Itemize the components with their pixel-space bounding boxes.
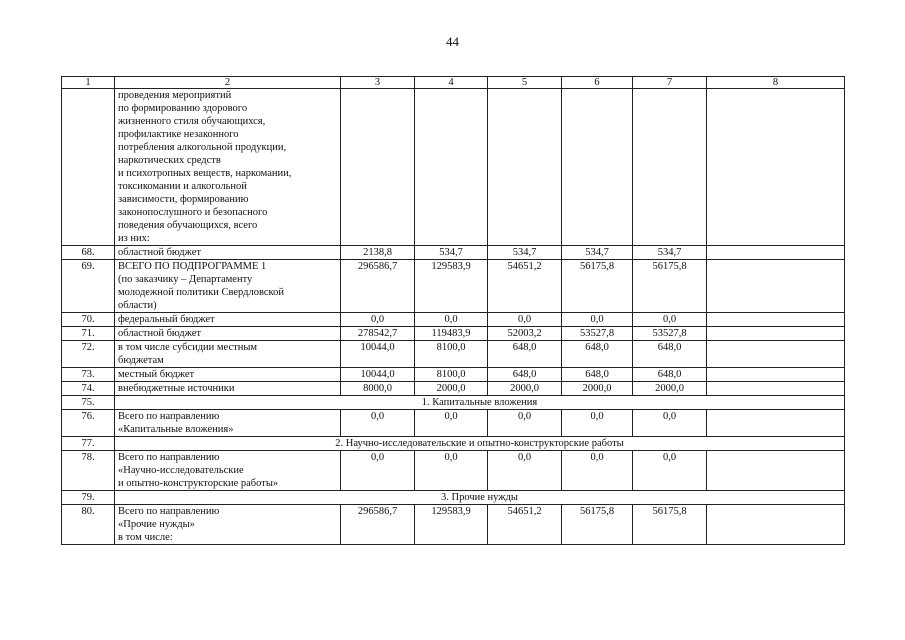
value-cell: [707, 327, 845, 341]
value-cell: 56175,8: [633, 505, 707, 545]
value-cell: 8100,0: [415, 368, 488, 382]
value-cell: 0,0: [488, 451, 562, 491]
value-cell: 119483,9: [415, 327, 488, 341]
value-cell: 10044,0: [341, 368, 415, 382]
value-cell: 648,0: [488, 341, 562, 368]
column-header: 8: [707, 77, 845, 89]
column-header: 4: [415, 77, 488, 89]
value-cell: 648,0: [633, 341, 707, 368]
value-cell: 129583,9: [415, 260, 488, 313]
table-row: [62, 246, 845, 260]
section-row: [62, 491, 845, 505]
section-title: 1. Капитальные вложения: [115, 396, 845, 410]
table-row: [62, 410, 845, 437]
row-name: Всего по направлению «Прочие нужды» в том числе:: [115, 505, 341, 545]
value-cell: [488, 89, 562, 246]
row-number: 69.: [62, 260, 115, 313]
value-cell: [707, 368, 845, 382]
value-cell: 54651,2: [488, 505, 562, 545]
row-name: федеральный бюджет: [115, 313, 341, 327]
value-cell: [341, 89, 415, 246]
table-row: [62, 260, 845, 313]
table-row: [62, 313, 845, 327]
value-cell: 648,0: [562, 368, 633, 382]
column-header: 6: [562, 77, 633, 89]
row-name: ВСЕГО ПО ПОДПРОГРАММЕ 1 (по заказчику – Департаменту молодежной политики Свердловской области): [115, 260, 341, 313]
row-name: внебюджетные источники: [115, 382, 341, 396]
value-cell: 129583,9: [415, 505, 488, 545]
row-number: 80.: [62, 505, 115, 545]
column-header: 7: [633, 77, 707, 89]
value-cell: 2000,0: [633, 382, 707, 396]
value-cell: 0,0: [633, 313, 707, 327]
table-row: [62, 327, 845, 341]
value-cell: 648,0: [488, 368, 562, 382]
value-cell: 0,0: [488, 410, 562, 437]
table-row: [62, 382, 845, 396]
value-cell: [707, 410, 845, 437]
value-cell: 54651,2: [488, 260, 562, 313]
row-number: 70.: [62, 313, 115, 327]
table-row: [62, 505, 845, 545]
row-number: [62, 89, 115, 246]
row-number: 79.: [62, 491, 115, 505]
value-cell: 8000,0: [341, 382, 415, 396]
value-cell: 648,0: [562, 341, 633, 368]
table-row: [62, 368, 845, 382]
value-cell: 8100,0: [415, 341, 488, 368]
row-number: 76.: [62, 410, 115, 437]
table-row: [62, 341, 845, 368]
value-cell: 10044,0: [341, 341, 415, 368]
value-cell: 0,0: [341, 451, 415, 491]
value-cell: 534,7: [633, 246, 707, 260]
value-cell: 56175,8: [562, 260, 633, 313]
row-name: областной бюджет: [115, 246, 341, 260]
value-cell: [707, 89, 845, 246]
value-cell: 2000,0: [562, 382, 633, 396]
value-cell: [707, 313, 845, 327]
row-name: Всего по направлению «Научно-исследовательские и опытно-конструкторские работы»: [115, 451, 341, 491]
value-cell: 0,0: [415, 313, 488, 327]
value-cell: [415, 89, 488, 246]
table-row: [62, 89, 845, 246]
value-cell: 0,0: [341, 410, 415, 437]
value-cell: 0,0: [488, 313, 562, 327]
row-number: 75.: [62, 396, 115, 410]
row-number: 77.: [62, 437, 115, 451]
value-cell: 2138,8: [341, 246, 415, 260]
page-number: 44: [446, 34, 459, 49]
value-cell: 0,0: [415, 410, 488, 437]
section-title: 2. Научно-исследовательские и опытно-конструкторские работы: [115, 437, 845, 451]
value-cell: 0,0: [633, 451, 707, 491]
value-cell: 0,0: [341, 313, 415, 327]
value-cell: 534,7: [562, 246, 633, 260]
row-number: 72.: [62, 341, 115, 368]
value-cell: [633, 89, 707, 246]
value-cell: [707, 341, 845, 368]
value-cell: 2000,0: [415, 382, 488, 396]
row-name: местный бюджет: [115, 368, 341, 382]
row-number: 71.: [62, 327, 115, 341]
row-number: 73.: [62, 368, 115, 382]
column-header: 3: [341, 77, 415, 89]
value-cell: 56175,8: [562, 505, 633, 545]
value-cell: 534,7: [488, 246, 562, 260]
row-name: Всего по направлению «Капитальные вложения»: [115, 410, 341, 437]
value-cell: 0,0: [562, 451, 633, 491]
value-cell: 278542,7: [341, 327, 415, 341]
row-name: областной бюджет: [115, 327, 341, 341]
row-name: проведения мероприятий по формированию здорового жизненного стиля обучающихся, профилактике незаконного потребления алкогольной продукции, наркотических средств и психотропных веществ, наркомании, токсикомании и алкогольной зависимости, формированию законопослушного и безопасного поведения обучающихся, всего из них:: [115, 89, 341, 246]
value-cell: [562, 89, 633, 246]
section-row: [62, 437, 845, 451]
value-cell: 2000,0: [488, 382, 562, 396]
value-cell: [707, 382, 845, 396]
row-number: 68.: [62, 246, 115, 260]
value-cell: 56175,8: [633, 260, 707, 313]
value-cell: 53527,8: [562, 327, 633, 341]
value-cell: 648,0: [633, 368, 707, 382]
section-row: [62, 396, 845, 410]
value-cell: [707, 260, 845, 313]
table-row: [62, 451, 845, 491]
value-cell: 0,0: [415, 451, 488, 491]
value-cell: 296586,7: [341, 260, 415, 313]
value-cell: [707, 505, 845, 545]
value-cell: 0,0: [562, 313, 633, 327]
value-cell: 53527,8: [633, 327, 707, 341]
value-cell: 296586,7: [341, 505, 415, 545]
value-cell: 0,0: [633, 410, 707, 437]
value-cell: 52003,2: [488, 327, 562, 341]
value-cell: [707, 246, 845, 260]
budget-table: [61, 76, 845, 545]
value-cell: 534,7: [415, 246, 488, 260]
table-header-row: [62, 77, 845, 89]
value-cell: [707, 451, 845, 491]
row-number: 74.: [62, 382, 115, 396]
column-header: 2: [115, 77, 341, 89]
row-number: 78.: [62, 451, 115, 491]
row-name: в том числе субсидии местным бюджетам: [115, 341, 341, 368]
value-cell: 0,0: [562, 410, 633, 437]
column-header: 1: [62, 77, 115, 89]
section-title: 3. Прочие нужды: [115, 491, 845, 505]
column-header: 5: [488, 77, 562, 89]
